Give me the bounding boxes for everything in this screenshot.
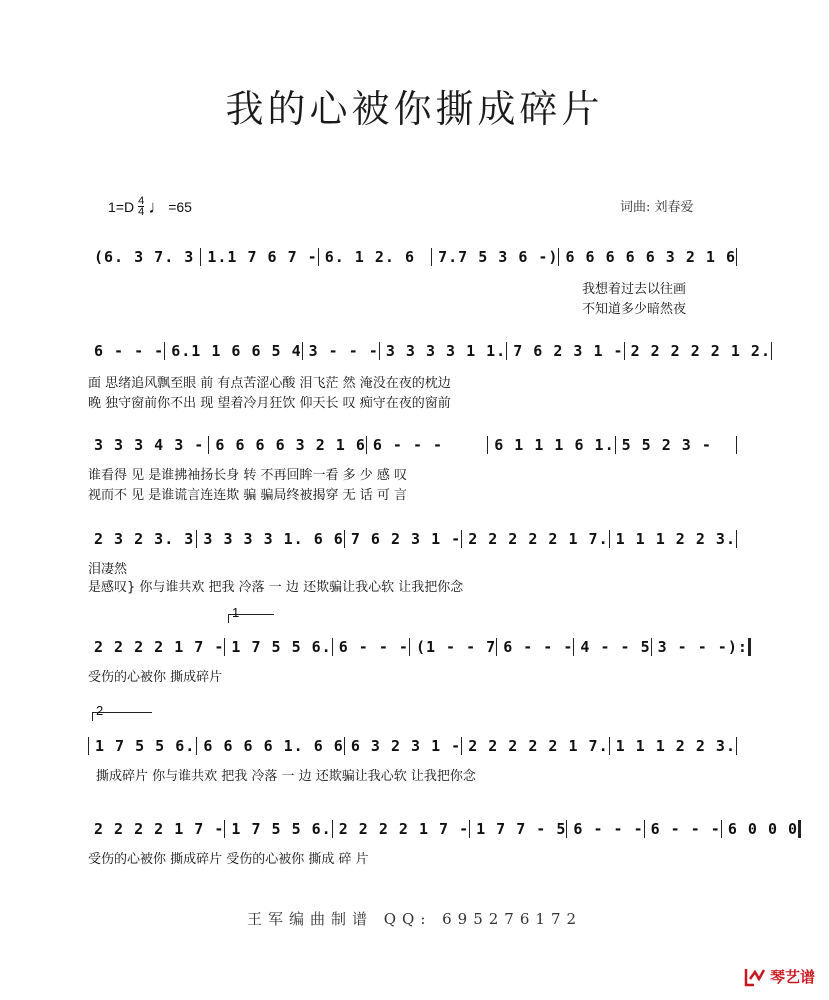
barline [736,737,737,755]
measure: 2 2 2 2 1 7 - [94,820,225,838]
measure: 6 1 1 1 6 1. [494,436,615,454]
measure: 2 2 2 2 1 7 - [338,820,470,838]
measure: 6 - - - [503,638,574,656]
barline [736,436,737,454]
barline [736,530,737,548]
measure: (6. 3 7. 3 [94,248,195,266]
qinyipu-logo-icon [744,967,766,987]
measure: 3 3 3 3 1 1. [385,342,507,360]
measure: 6 6 6 6 6 3 2 1 6 [565,248,736,266]
measure: (1 - - 7 [415,638,497,656]
measure: 6 - - - [650,820,721,838]
notes-row [88,342,771,360]
lyric-line-a: 泪凄然 [88,562,128,577]
measure: 6 - - - [372,436,444,454]
measure: 6 - - - [573,820,644,838]
measure: 1 7 7 - 5 [476,820,567,838]
key-label: 1=D [108,198,135,215]
key-signature [108,196,192,217]
measure: 5 5 2 3 - [621,436,712,454]
volta-1-label: 1 [232,605,240,620]
volta-2-label: 2 [96,703,104,718]
measure: 1 1 1 2 2 3. [615,737,736,755]
time-top: 4 [138,195,145,207]
measure: 2 3 2 3. 3 [94,530,195,548]
notes-row [88,530,737,548]
measure: 2 2 2 2 2 1 7. [468,530,609,548]
volta-1 [228,605,274,623]
measure: 1 1 1 2 2 3. [615,530,736,548]
lyric-verse-2: 视而不 见 是谁谎言连连欺 骗 骗局终被揭穿 无 话 可 言 [88,488,408,503]
tempo-label: =65 [168,198,192,215]
measure: 7 6 2 3 1 - [513,342,624,360]
arranger-credit: 王军编曲制谱 QQ: 695276172 [246,910,583,928]
measure: 2 2 2 2 1 7 - [94,638,225,656]
measure: 6 0 0 0 [727,820,799,838]
measure: 3 3 3 3 1. 6 6 [203,530,344,548]
measure: 6 6 6 6 1. 6 6 [203,737,344,755]
measure: 4 - - 5 [580,638,651,656]
lyric-line: 受伤的心被你 撕成碎片 受伤的心被你 撕成 碎 片 [88,852,369,867]
measure: 1.1 7 6 7 - [207,248,318,266]
measure: 6 6 6 6 3 2 1 6 [215,436,366,454]
measure: 6 - - - [94,342,165,360]
logo-text: 琴艺谱 [769,968,815,986]
measure: 2 2 2 2 2 1 2. [630,342,771,360]
measure: 2 2 2 2 2 1 7. [468,737,609,755]
measure: 6. 1 2. 6 [324,248,415,266]
volta-2 [92,703,152,721]
lyric-verse-2: 晚 独守窗前你不出 现 望着冷月狂饮 仰天长 叹 痴守在夜的窗前 [88,396,451,411]
measure: 3 3 3 4 3 - [94,436,205,454]
measure: 7 6 2 3 1 - [350,530,462,548]
lyric-line-b: 是感叹} 你与谁共欢 把我 冷落 一 边 还欺骗让我心软 让我把你念 [88,580,464,595]
notes-row [88,820,799,838]
song-title: 我的心被你撕成碎片 [225,87,604,131]
site-logo[interactable] [744,966,815,987]
measure: 1 7 5 5 6. [95,737,196,755]
notes-row [88,737,737,755]
measure: 6 - - - [338,638,409,656]
time-signature [138,196,144,217]
composer-credit: 词曲: 刘春爱 [620,200,694,215]
lyric-line: 受伤的心被你 撕成碎片 [88,670,223,685]
measure: 1 7 5 5 6. [231,820,332,838]
barline [771,342,772,360]
lyric-verse-1: 面 思绪追风飘至眼 前 有点苦涩心酸 泪飞茫 然 淹没在夜的枕边 [88,376,451,391]
lyric-line: 撕成碎片 你与谁共欢 把我 冷落 一 边 还欺骗让我心软 让我把你念 [96,769,476,784]
measure: 3 - - - [308,342,379,360]
quarter-note-icon: ♩ [148,196,167,217]
measure: 6 3 2 3 1 - [350,737,462,755]
lyric-verse-2: 不知道多少暗然夜 [582,302,687,317]
time-bottom: 4 [138,206,145,218]
repeat-barline [748,638,751,656]
lyric-verse-1: 谁看得 见 是谁拂袖扬长身 转 不再回眸一看 多 少 感 叹 [88,468,408,483]
notes-row [88,248,737,266]
measure: 1 7 5 5 6. [231,638,332,656]
measure: 3 - - -): [657,638,748,656]
barline [736,248,737,266]
final-barline [798,820,801,838]
measure: 7.7 5 3 6 -) [438,248,559,266]
lyric-verse-1: 我想着过去以往画 [582,282,687,297]
notes-row [88,436,737,454]
notes-row [88,638,748,656]
measure: 6.1 1 6 6 5 4 [171,342,302,360]
